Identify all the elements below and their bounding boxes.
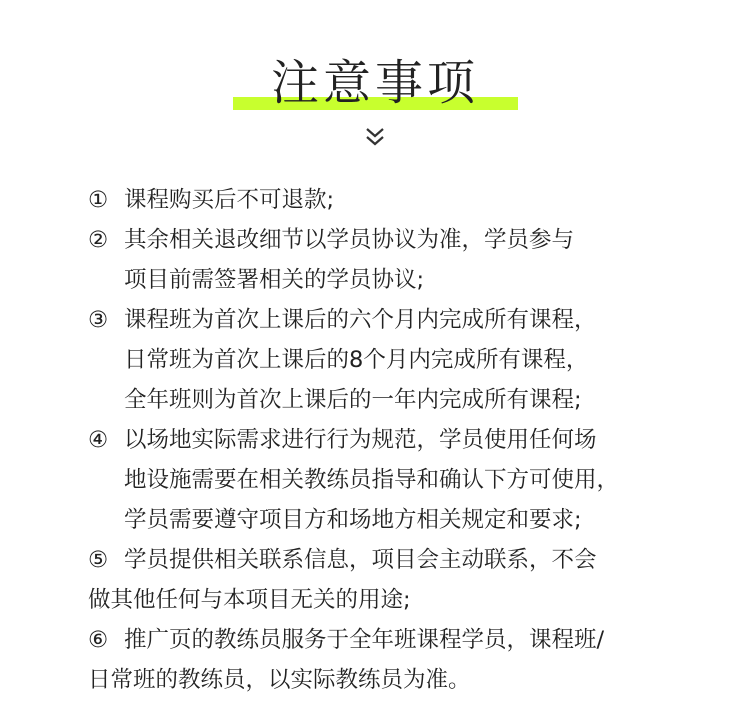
note-item bbox=[88, 220, 688, 300]
note-line: 全年班则为首次上课后的一年内完成所有课程; bbox=[124, 387, 582, 413]
note-line: 地设施需要在相关教练员指导和确认下方可使用， bbox=[124, 467, 620, 493]
double-chevron-down-icon bbox=[363, 126, 387, 148]
note-line bbox=[88, 620, 688, 660]
note-text: 课程班为首次上课后的六个月内完成所有课程， bbox=[124, 307, 597, 333]
page-title: 注意事项 bbox=[270, 55, 479, 111]
note-text: 其余相关退改细节以学员协议为准，学员参与 bbox=[124, 227, 575, 253]
note-text: 课程购买后不可退款; bbox=[124, 187, 335, 213]
note-number: ⑥ bbox=[88, 627, 109, 653]
note-line: 日常班的教练员，以实际教练员为准。 bbox=[88, 667, 471, 693]
note-number: ② bbox=[88, 227, 109, 253]
note-line bbox=[88, 220, 688, 260]
note-item bbox=[88, 180, 688, 220]
note-line: 学员需要遵守项目方和场地方相关规定和要求; bbox=[124, 507, 582, 533]
note-text: 推广页的教练员服务于全年班课程学员，课程班/ bbox=[124, 627, 605, 653]
note-line bbox=[88, 420, 688, 460]
note-line bbox=[88, 180, 688, 220]
note-item bbox=[88, 620, 688, 700]
note-item bbox=[88, 300, 688, 420]
note-number: ① bbox=[88, 187, 109, 213]
note-line bbox=[88, 300, 688, 340]
note-text: 学员提供相关联系信息，项目会主动联系，不会 bbox=[124, 547, 597, 573]
note-number: ⑤ bbox=[88, 547, 109, 573]
note-line: 项目前需签署相关的学员协议; bbox=[124, 267, 425, 293]
page-header bbox=[0, 52, 750, 122]
note-item bbox=[88, 420, 688, 540]
note-line: 日常班为首次上课后的8个月内完成所有课程， bbox=[124, 347, 589, 373]
note-number: ④ bbox=[88, 427, 109, 453]
notes-list bbox=[88, 180, 688, 700]
note-number: ③ bbox=[88, 307, 109, 333]
note-line: 做其他任何与本项目无关的用途; bbox=[88, 587, 411, 613]
note-text: 以场地实际需求进行行为规范，学员使用任何场 bbox=[124, 427, 597, 453]
note-item bbox=[88, 540, 688, 620]
note-line bbox=[88, 540, 688, 580]
